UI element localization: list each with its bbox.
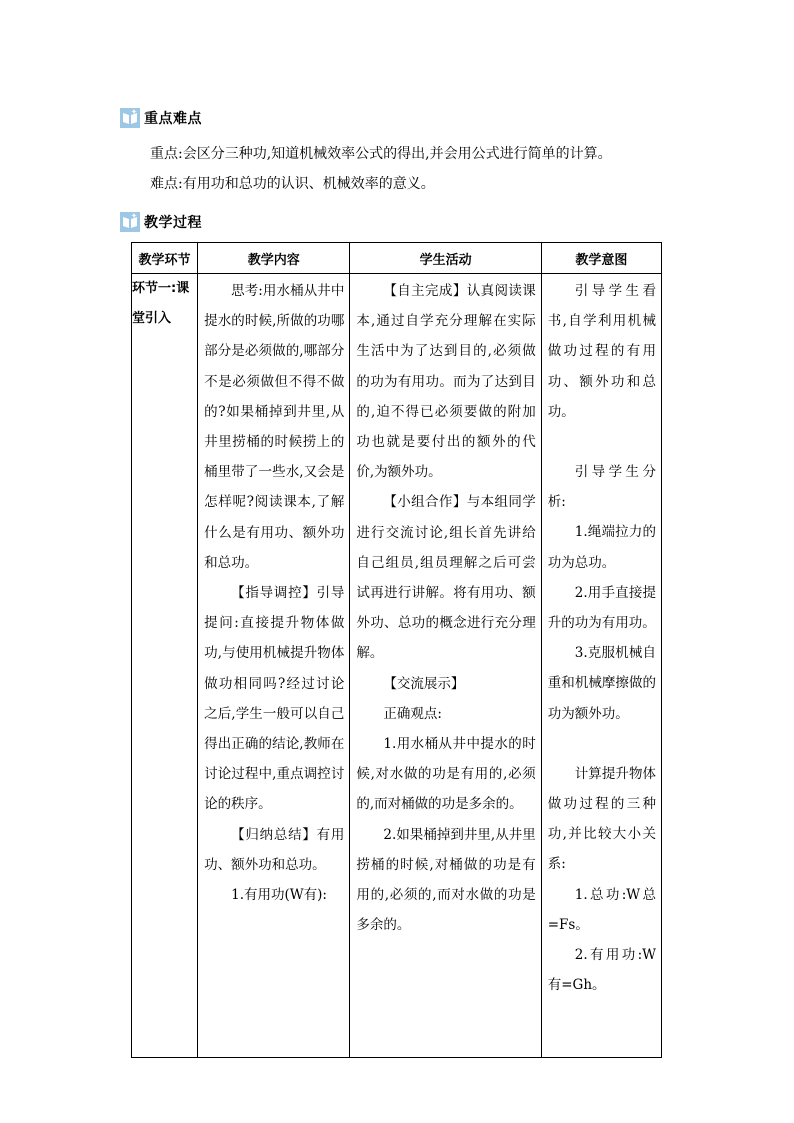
section-title: 教学过程 [144,215,202,231]
intent-paragraph: 引导学生分析: [547,464,656,511]
difficult-point-text: 难点:有用功和总功的认识、机械效率的意义。 [150,176,435,192]
activity-cell [350,274,541,1058]
header-activity: 学生活动 [350,243,541,274]
section-title: 重点难点 [144,111,202,127]
intent-cell [541,274,661,1058]
intent-formula: 1.总功:W总=Fs。 [547,886,656,933]
intent-list-item: 3.克服机械自重和机械摩擦做的功为额外功。 [547,645,656,722]
activity-paragraph: 1.用水桶从井中提水的时候,对水做的功是有用的,必须的,而对桶做的功是多余的。 [356,736,536,813]
header-stage: 教学环节 [132,243,198,274]
intent-formula: 2.有用功:W有=Gh。 [547,947,656,994]
table-header-row [132,243,662,274]
table-row [132,274,662,1058]
content-paragraph: 1.有用功(W有): [231,887,327,904]
section-heading-key-points [120,106,202,130]
activity-paragraph: 【小组合作】与本组同学进行交流讨论,组长首先讲给自己组员,组员理解之后可尝试再进行讲解。将有用功、额外功、总功的概念进行充分理解。 [356,494,536,662]
activity-paragraph: 2.如果桶掉到井里,从井里捞桶的时候,对桶做的功是有用的,必须的,而对水做的功是多余的。 [356,826,536,934]
key-point-text: 重点:会区分三种功,知道机械效率公式的得出,并会用公式进行简单的计算。 [150,146,612,162]
stage-label: 环节一:课堂引入 [132,281,190,326]
intent-paragraph: 计算提升物体做功过程的三种功,并比较大小关系: [547,765,656,873]
activity-paragraph: 【自主完成】认真阅读课本,通过自学充分理解在实际生活中为了达到目的,必须做的功为有用功。而为了达到目的,迫不得已必须要做的附加功也就是要付出的额外的代价,为额外功。 [356,283,536,481]
stage-cell [132,274,198,1058]
content-paragraph: 【指导调控】引导提问:直接提升物体做功,与使用机械提升物体做功相同吗?经过讨论之后,学生一般可以自己得出正确的结论,教师在讨论过程中,重点调控讨论的秩序。 [204,585,345,813]
book-icon [120,108,140,128]
intent-list-item: 2.用手直接提升的功为有用功。 [547,584,656,632]
intent-list-item: 1.绳端拉力的功为总功。 [547,524,656,571]
header-intent: 教学意图 [541,243,661,274]
teaching-process-table [131,242,662,1058]
activity-paragraph: 正确观点: [383,705,442,722]
header-content: 教学内容 [198,243,350,274]
content-paragraph: 思考:用水桶从井中提水的时候,所做的功哪部分是必须做的,哪部分不是必须做但不得不做的?如果桶掉到井里,从井里捞桶的时候捞上的桶里带了一些水,又会是怎样呢?阅读课本,了解什么是有用功、额外功和总功。 [204,283,345,571]
content-paragraph: 【归纳总结】有用功、额外功和总功。 [204,826,345,873]
activity-paragraph: 【交流展示】 [383,675,465,692]
content-cell [198,274,350,1058]
book-icon [120,212,140,232]
intent-paragraph: 引导学生看书,自学利用机械做功过程的有用功、额外功和总功。 [547,283,656,420]
section-heading-teaching-process [120,210,202,234]
